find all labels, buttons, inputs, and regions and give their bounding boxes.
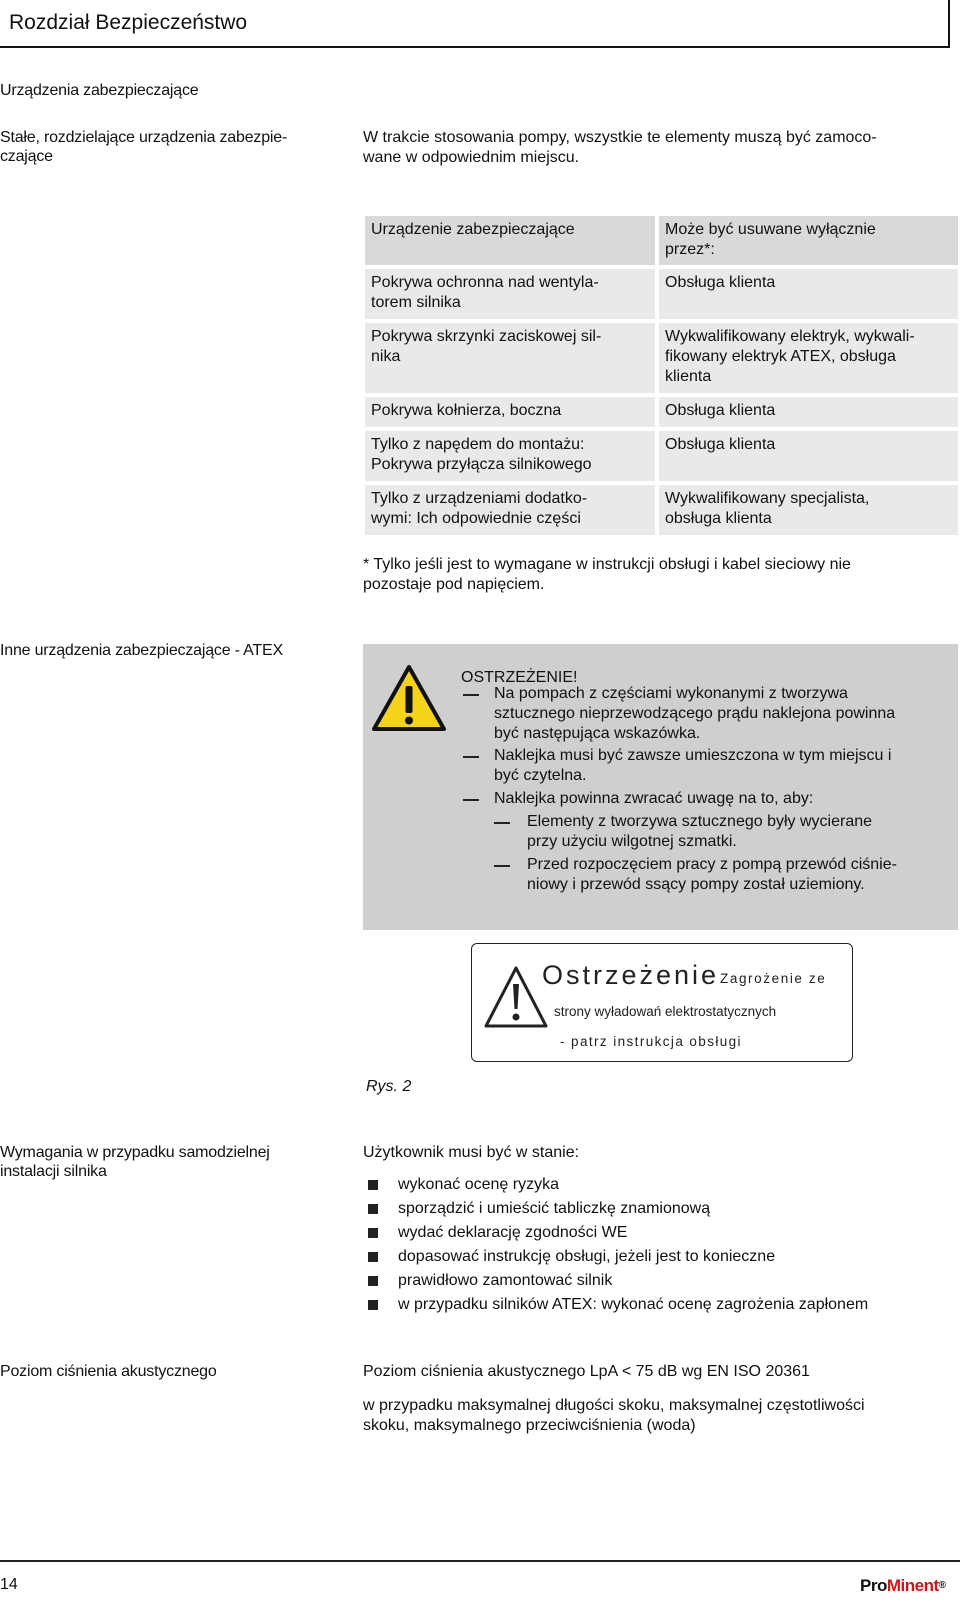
warning-line: przy użyciu wilgotnej szmatki. — [527, 833, 737, 850]
table-cell-removable-by: Obsługa klienta — [659, 269, 958, 319]
section-heading-atex: Inne urządzenia zabezpieczające - ATEX — [0, 642, 283, 659]
dash-marker — [494, 822, 510, 824]
section-heading-devices: Urządzenia zabezpieczające — [0, 82, 199, 99]
bullet-square-icon — [368, 1300, 378, 1310]
warning-line: Przed rozpoczęciem pracy z pompą przewód ciśnie- — [527, 856, 897, 873]
warning-triangle-outline-icon — [482, 964, 550, 1030]
warning-line: niowy i przewód ssący pompy został uziemiony. — [527, 876, 865, 893]
table-cell-device: Pokrywa skrzynki zaciskowej sil- nika — [365, 323, 655, 393]
warning-sticker — [471, 943, 853, 1062]
table-cell-removable-by: Obsługa klienta — [659, 431, 958, 481]
bullet-square-icon — [368, 1252, 378, 1262]
table-row — [365, 485, 958, 535]
warning-line: być następująca wskazówka. — [494, 725, 701, 742]
footer-rule — [0, 1560, 960, 1562]
warning-triangle-icon — [371, 664, 447, 732]
sticker-title: Ostrzeżenie — [542, 960, 720, 990]
figure-caption: Rys. 2 — [366, 1078, 412, 1095]
warning-line: Elementy z tworzywa sztucznego były wycierane — [527, 813, 873, 830]
warning-line: Na pompach z częściami wykonanymi z tworzywa — [494, 685, 848, 702]
bullet-square-icon — [368, 1204, 378, 1214]
table-cell-device: Pokrywa kołnierza, boczna — [365, 397, 655, 427]
dash-marker — [463, 799, 479, 801]
table-cell-device: Pokrywa ochronna nad wentyla- torem silnika — [365, 269, 655, 319]
bullet-square-icon — [368, 1180, 378, 1190]
bullet-square-icon — [368, 1228, 378, 1238]
table-cell-removable-by: Obsługa klienta — [659, 397, 958, 427]
table-footnote: * Tylko jeśli jest to wymagane w instrukcji obsługi i kabel sieciowy nie pozostaje pod napięciem. — [363, 556, 851, 593]
fixed-text-l1: W trakcie stosowania pompy, wszystkie te elementy muszą być zamoco- — [363, 129, 877, 146]
section-heading-requirements-l1: Wymagania w przypadku samodzielnej — [0, 1144, 270, 1161]
brand-logo: ProMinent® — [860, 1576, 946, 1595]
sound-pressure-text: Poziom ciśnienia akustycznego LpA < 75 dB wg EN ISO 20361 — [363, 1363, 810, 1380]
sound-pressure-conditions-l2: skoku, maksymalnego przeciwciśnienia (woda) — [363, 1417, 696, 1434]
list-item: w przypadku silników ATEX: wykonać ocenę zagrożenia zapłonem — [368, 1295, 868, 1319]
table-header-device: Urządzenie zabezpieczające — [365, 216, 655, 265]
requirements-list — [368, 1175, 868, 1319]
dash-marker — [463, 694, 479, 696]
table-header-removable-by: Może być usuwane wyłącznie przez*: — [659, 216, 958, 265]
warning-line: być czytelna. — [494, 767, 587, 784]
list-item: wydać deklarację zgodności WE — [368, 1223, 868, 1247]
dash-marker — [494, 865, 510, 867]
sound-pressure-conditions-l1: w przypadku maksymalnej długości skoku, maksymalnej częstotliwości — [363, 1397, 865, 1414]
requirements-intro: Użytkownik musi być w stanie: — [363, 1144, 580, 1161]
page-title: Rozdział Bezpieczeństwo — [9, 11, 248, 34]
list-item: wykonać ocenę ryzyka — [368, 1175, 868, 1199]
header-vertical-bar — [948, 0, 950, 48]
table-cell-device: Tylko z napędem do montażu: Pokrywa przyłącza silnikowego — [365, 431, 655, 481]
dash-marker — [463, 756, 479, 758]
list-item: prawidłowo zamontować silnik — [368, 1271, 868, 1295]
header-rule — [0, 46, 950, 48]
table-row — [365, 397, 958, 427]
section-heading-requirements-l2: instalacji silnika — [0, 1163, 107, 1180]
section-heading-fixed-l2: czające — [0, 148, 53, 165]
page-number: 14 — [0, 1576, 18, 1593]
sticker-text-2: strony wyładowań elektrostatycznych — [554, 1004, 777, 1019]
section-heading-sound-pressure: Poziom ciśnienia akustycznego — [0, 1363, 217, 1380]
sticker-text-1: Zagrożenie ze — [720, 971, 827, 986]
warning-line: sztucznego nieprzewodzącego prądu naklejona powinna — [494, 705, 896, 722]
sticker-text-3: - patrz instrukcja obsługi — [560, 1034, 742, 1049]
table-cell-removable-by: Wykwalifikowany specjalista, obsługa klienta — [659, 485, 958, 535]
warning-title: OSTRZEŻENIE! — [461, 669, 578, 686]
table-cell-device: Tylko z urządzeniami dodatko- wymi: Ich odpowiednie części — [365, 485, 655, 535]
safety-devices-table — [365, 216, 958, 539]
table-row — [365, 269, 958, 319]
list-item: sporządzić i umieścić tabliczkę znamionową — [368, 1199, 868, 1223]
warning-line: Naklejka musi być zawsze umieszczona w tym miejscu i — [494, 747, 892, 764]
table-row — [365, 323, 958, 393]
warning-line: Naklejka powinna zwracać uwagę na to, aby: — [494, 790, 814, 807]
table-cell-removable-by: Wykwalifikowany elektryk, wykwali- fikowany elektryk ATEX, obsługa klienta — [659, 323, 958, 393]
warning-box — [363, 644, 958, 930]
section-heading-fixed-l1: Stałe, rozdzielające urządzenia zabezpie- — [0, 129, 288, 146]
table-header-row — [365, 216, 958, 265]
fixed-text-l2: wane w odpowiednim miejscu. — [363, 149, 580, 166]
table-row — [365, 431, 958, 481]
bullet-square-icon — [368, 1276, 378, 1286]
list-item: dopasować instrukcję obsługi, jeżeli jest to konieczne — [368, 1247, 868, 1271]
